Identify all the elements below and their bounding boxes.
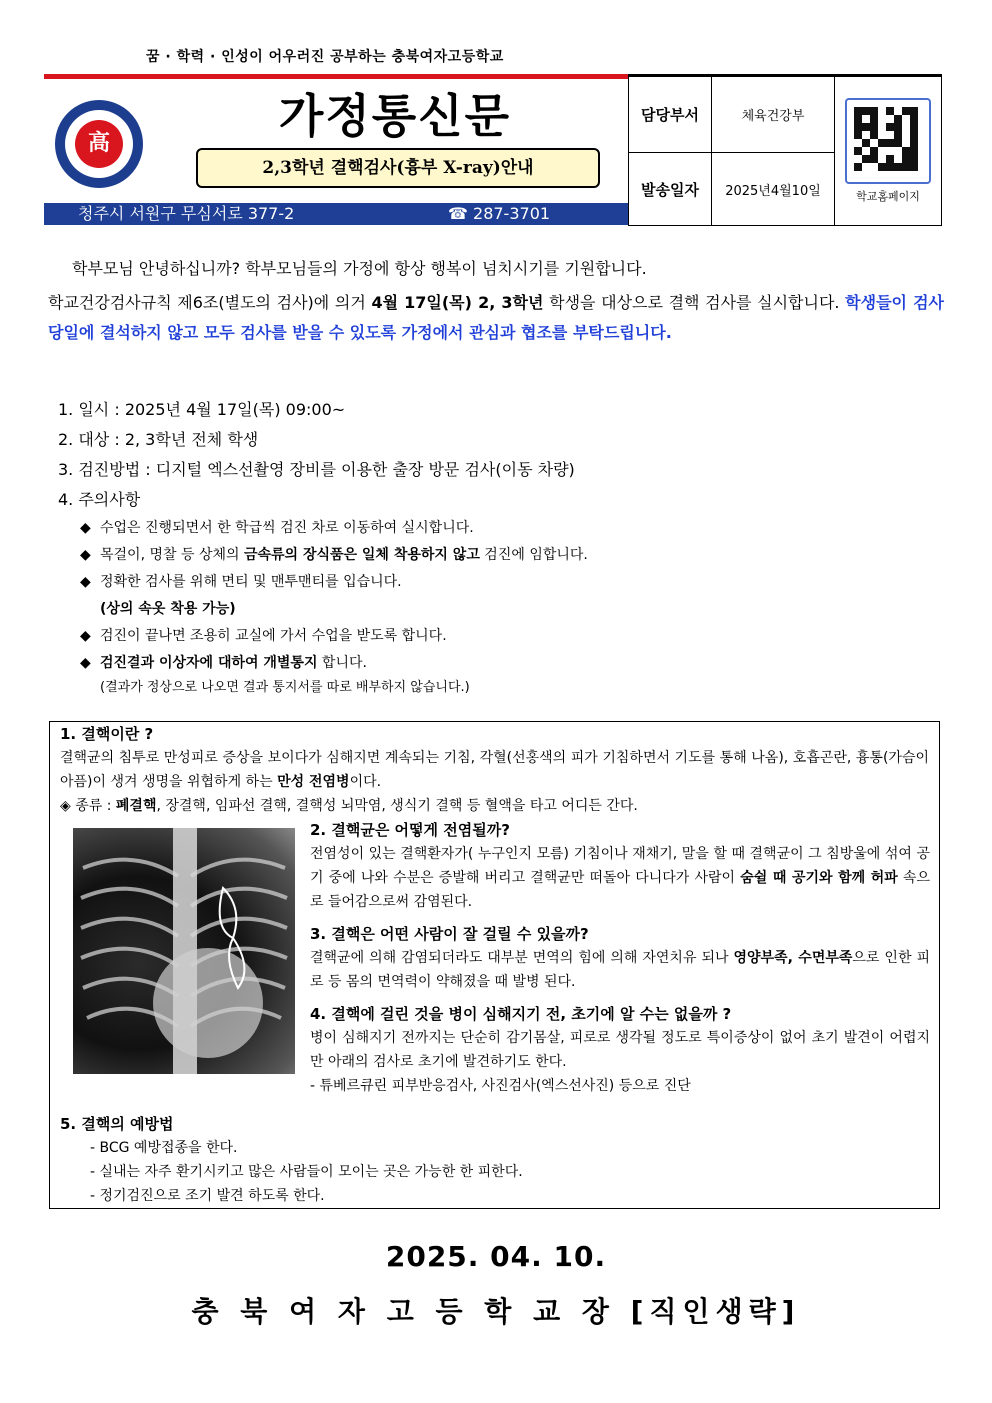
qr-module — [910, 123, 918, 131]
qr-module — [870, 123, 878, 131]
qr-module — [878, 155, 886, 163]
qr-module — [894, 163, 902, 171]
qr-module — [910, 139, 918, 147]
emphasis: 숨쉴 때 공기와 함께 허파 — [740, 870, 898, 886]
text: , 장결핵, 임파선 결핵, 결핵성 뇌막염, 생식기 결핵 등 혈액을 타고 어디든 간다. — [156, 798, 638, 814]
item-cautions: 4. 주의사항 — [58, 490, 141, 509]
diamond-icon: ◆ — [80, 574, 91, 590]
qr-module — [886, 163, 894, 171]
intro-text: 학생을 대상으로 결핵 검사를 실시합니다. — [543, 293, 846, 312]
intro-date: 4월 17일(목) 2, 3학년 — [371, 293, 544, 312]
qr-module — [854, 163, 862, 171]
section-text — [60, 794, 929, 818]
list-item: - 실내는 자주 환기시키고 많은 사람들이 모이는 곳은 가능한 한 피한다. — [90, 1164, 523, 1180]
school-logo — [55, 100, 143, 188]
section-text — [310, 842, 930, 914]
qr-module — [886, 147, 894, 155]
qr-module — [886, 107, 894, 115]
greeting: 학부모님 안녕하십니까? 학부모님들의 가정에 항상 행복이 넘치시기를 기원합니다. — [72, 259, 647, 278]
qr-module — [894, 155, 902, 163]
qr-module — [862, 131, 870, 139]
qr-module — [894, 123, 902, 131]
qr-module — [878, 163, 886, 171]
diamond-icon: ◆ — [80, 655, 91, 671]
qr-module — [910, 155, 918, 163]
chest-xray-image — [73, 828, 295, 1074]
qr-module — [862, 163, 870, 171]
qr-cell — [835, 77, 942, 226]
qr-module — [894, 147, 902, 155]
qr-module — [902, 115, 910, 123]
section-heading: 1. 결핵이란 ? — [60, 725, 154, 743]
section-heading: 2. 결핵균은 어떻게 전염될까? — [310, 821, 510, 839]
qr-module — [886, 139, 894, 147]
qr-module — [878, 147, 886, 155]
qr-module — [878, 107, 886, 115]
qr-module — [870, 115, 878, 123]
school-motto: 꿈 · 학력 · 인성이 어우러진 공부하는 충북여자고등학교 — [146, 49, 504, 65]
qr-module — [854, 115, 862, 123]
caution-text: 검진이 끝나면 조용히 교실에 가서 수업을 받도록 합니다. — [100, 628, 447, 644]
qr-module — [862, 107, 870, 115]
text: 으로 인한 피로 등 몸의 면역력이 약해졌을 때 발병 된다. — [310, 950, 930, 990]
qr-module — [894, 131, 902, 139]
qr-code[interactable] — [845, 98, 931, 184]
caution-note: (결과가 정상으로 나오면 결과 통지서를 따로 배부하지 않습니다.) — [100, 680, 470, 695]
text: 이다. — [349, 774, 382, 790]
address: 청주시 서원구 무심서로 377-2 — [78, 204, 295, 223]
list-item — [80, 515, 588, 542]
qr-module — [886, 115, 894, 123]
section-heading: 3. 결핵은 어떤 사람이 잘 걸릴 수 있을까? — [310, 925, 589, 943]
address-bar — [44, 203, 628, 225]
text: ◈ 종류 : — [60, 798, 116, 814]
qr-module — [862, 123, 870, 131]
emphasis: 영양부족, 수면부족 — [733, 950, 853, 966]
dept-value: 체육건강부 — [712, 77, 835, 153]
qr-caption: 학교홈페이지 — [856, 190, 920, 203]
list-item: - 정기검진으로 조기 발견 하도록 한다. — [90, 1188, 325, 1204]
issue-date: 2025. 04. 10. — [385, 1240, 607, 1273]
caution-text: 수업은 진행되면서 한 학급씩 검진 차로 이동하여 실시합니다. — [100, 520, 474, 536]
qr-module — [854, 131, 862, 139]
section-text: - 튜베르큐린 피부반응검사, 사진검사(엑스선사진) 등으로 진단 — [310, 1078, 691, 1094]
section-text — [310, 946, 930, 994]
item-target: 2. 대상 : 2, 3학년 전체 학생 — [58, 430, 259, 449]
qr-module — [910, 163, 918, 171]
dept-label: 담당부서 — [629, 77, 712, 153]
qr-module — [902, 123, 910, 131]
header-rule — [44, 74, 628, 79]
text: 속으로 들어감으로써 감염된다. — [310, 870, 930, 910]
caution-text: 검진에 임합니다. — [479, 547, 588, 563]
qr-module — [902, 131, 910, 139]
caution-text: 합니다. — [317, 655, 367, 671]
date-value: 2025년4월10일 — [712, 153, 835, 226]
qr-module — [862, 147, 870, 155]
item-method: 3. 검진방법 : 디지털 엑스선촬영 장비를 이용한 출장 방문 검사(이동 차량) — [58, 460, 575, 479]
qr-module — [902, 147, 910, 155]
info-table — [628, 76, 942, 226]
qr-module — [894, 107, 902, 115]
qr-module — [910, 147, 918, 155]
notice-list — [58, 395, 588, 699]
phone: ☎ 287-3701 — [448, 204, 551, 223]
signer: 충 북 여 자 고 등 학 교 장 [직인생략] — [191, 1295, 801, 1328]
qr-module — [894, 139, 902, 147]
qr-module — [870, 155, 878, 163]
intro-text: 학교건강검사규칙 제6조(별도의 검사)에 의거 — [48, 293, 372, 312]
qr-module — [870, 163, 878, 171]
qr-module — [878, 139, 886, 147]
section-heading: 5. 결핵의 예방법 — [60, 1115, 174, 1133]
caution-text: 정확한 검사를 위해 면티 및 맨투맨티를 입습니다. — [100, 574, 402, 590]
list-item — [80, 542, 588, 569]
logo-mark: 高 — [75, 120, 123, 168]
qr-module — [902, 139, 910, 147]
qr-module — [910, 115, 918, 123]
qr-module — [886, 123, 894, 131]
emphasis: 만성 전염병 — [277, 774, 350, 790]
qr-module — [902, 163, 910, 171]
qr-module — [902, 155, 910, 163]
section-heading: 4. 결핵에 걸린 것을 병이 심해지기 전, 초기에 알 수는 없을까 ? — [310, 1005, 732, 1023]
caution-text: 목걸이, 명찰 등 상체의 — [100, 547, 244, 563]
intro-request: 학생들이 검사 당일에 결석하지 않고 모두 검사를 받을 수 있도록 가정에서 관심과 협조를 부탁드립니다. — [48, 293, 945, 342]
qr-module — [854, 107, 862, 115]
text: 결핵균의 침투로 만성피로 증상을 보이다가 심해지면 계속되는 기침, 각혈(선홍색의 피가 기침하면서 기도를 통해 나옴), 호흡곤란, 흉통(가슴이 아픔)이 생겨 생명을 위협하게 하는 — [60, 750, 929, 790]
qr-module — [870, 107, 878, 115]
list-item — [80, 569, 588, 596]
qr-module — [878, 123, 886, 131]
qr-module — [902, 107, 910, 115]
list-item — [80, 650, 588, 677]
qr-module — [894, 115, 902, 123]
qr-module — [870, 147, 878, 155]
text: 전염성이 있는 결핵환자가( 누구인지 모름) 기침이나 재채기, 말을 할 때 결핵균이 그 침방울에 섞여 공기 중에 나와 수분은 증발해 버리고 결핵균만 떠돌아 다니다가 사람이 — [310, 846, 930, 886]
qr-module — [886, 155, 894, 163]
diamond-icon: ◆ — [80, 520, 91, 536]
qr-module — [862, 155, 870, 163]
diamond-icon: ◆ — [80, 628, 91, 644]
xray-drawing — [73, 828, 295, 1074]
text: 결핵균에 의해 감염되더라도 대부분 면역의 힘에 의해 자연치유 되나 — [310, 950, 734, 966]
item-datetime: 1. 일시 : 2025년 4월 17일(목) 09:00~ — [58, 400, 346, 419]
qr-module — [878, 131, 886, 139]
qr-module — [854, 123, 862, 131]
page-title: 가정통신문 — [278, 89, 512, 143]
qr-module — [854, 155, 862, 163]
list-item — [80, 623, 588, 650]
qr-module — [870, 131, 878, 139]
caution-emphasis: 검진결과 이상자에 대하여 개별통지 — [100, 655, 318, 671]
list-item: - BCG 예방접종을 한다. — [90, 1140, 238, 1156]
cautions-list — [58, 515, 588, 699]
intro-paragraph — [48, 288, 944, 348]
diamond-icon: ◆ — [80, 547, 91, 563]
qr-module — [910, 107, 918, 115]
caution-note: (상의 속옷 착용 가능) — [100, 601, 236, 617]
qr-module — [854, 139, 862, 147]
section-text — [60, 746, 929, 794]
qr-module — [878, 115, 886, 123]
qr-module — [886, 131, 894, 139]
subtitle: 2,3학년 결핵검사(흉부 X-ray)안내 — [196, 148, 600, 188]
emphasis: 폐결핵 — [115, 798, 157, 814]
qr-module — [862, 139, 870, 147]
qr-module — [910, 131, 918, 139]
qr-module — [862, 115, 870, 123]
date-label: 발송일자 — [629, 153, 712, 226]
qr-module — [854, 147, 862, 155]
section-text: 병이 심해지기 전까지는 단순히 감기몸살, 피로로 생각될 정도로 특이증상이 없어 초기 발견이 어렵지만 아래의 검사로 초기에 발견하기도 한다. — [310, 1030, 930, 1070]
caution-emphasis: 금속류의 장식품은 일체 착용하지 않고 — [243, 547, 480, 563]
qr-module — [870, 139, 878, 147]
